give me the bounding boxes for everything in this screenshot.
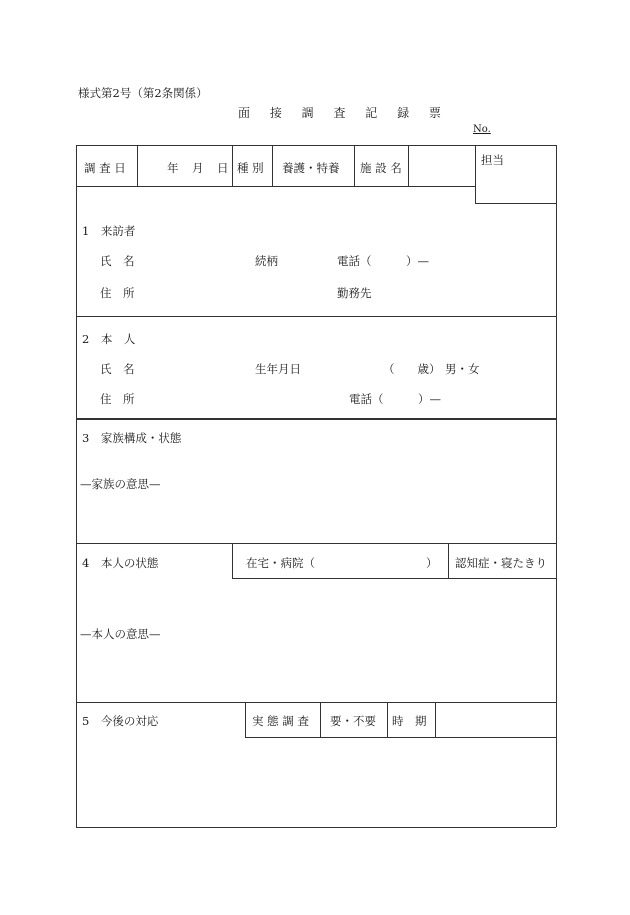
need-label: 要・不要: [330, 714, 376, 728]
frame-left: [76, 145, 77, 827]
month-label: 月: [192, 161, 204, 175]
survey-label: 実 態 調 査: [252, 714, 309, 728]
tanto-box-left: [475, 145, 476, 203]
header-divider: [232, 145, 233, 186]
visitor-relation-label: 続柄: [255, 254, 278, 268]
number-label: No.: [473, 124, 491, 135]
section-divider: [76, 418, 556, 420]
family-intent-label: —家族の意思—: [80, 477, 161, 491]
form-id: 様式第2号（第2条関係）: [78, 86, 208, 100]
tanto-label: 担当: [481, 153, 504, 167]
header-divider: [272, 145, 273, 186]
response-divider: [320, 702, 321, 737]
day-label: 日: [217, 161, 229, 175]
frame-top: [76, 145, 556, 146]
person-phone-label: 電話（ ）—: [349, 392, 441, 406]
visitor-heading: 1 来訪者: [82, 224, 136, 238]
person-heading: 2 本 人: [82, 332, 136, 346]
person-age-label: （ 歳）: [383, 362, 441, 376]
header-divider: [408, 145, 409, 186]
header-divider: [137, 145, 138, 186]
date-label: 調 査 日: [84, 161, 126, 175]
condition-divider: [448, 543, 449, 578]
frame-bottom: [76, 827, 556, 828]
tanto-box-bottom: [475, 203, 556, 204]
condition-divider: [232, 543, 233, 578]
frame-right: [556, 145, 557, 827]
response-divider: [245, 702, 246, 737]
facility-label: 施 設 名: [360, 161, 402, 175]
person-intent-label: —本人の意思—: [80, 627, 161, 641]
condition-heading: 4 本人の状態: [82, 556, 159, 570]
response-divider: [435, 702, 436, 737]
person-name-label: 氏 名: [100, 362, 135, 376]
section-divider: [76, 543, 556, 544]
section-divider: [76, 702, 556, 703]
header-divider: [354, 145, 355, 186]
section-divider: [76, 316, 556, 317]
condition-row-bottom: [232, 578, 556, 579]
timing-label: 時 期: [392, 714, 427, 728]
type-label: 種 別: [237, 161, 264, 175]
person-birth-label: 生年月日: [255, 362, 301, 376]
visitor-address-label: 住 所: [100, 286, 135, 300]
condition-dementia-label: 認知症・寝たきり: [455, 556, 547, 570]
type-options: 養護・特養: [282, 161, 340, 175]
person-sex-label: 男・女: [445, 362, 480, 376]
response-heading: 5 今後の対応: [82, 714, 159, 728]
response-row-bottom: [245, 737, 556, 738]
year-label: 年: [167, 161, 179, 175]
header-row-bottom: [76, 186, 475, 187]
visitor-name-label: 氏 名: [100, 254, 135, 268]
person-address-label: 住 所: [100, 392, 135, 406]
response-divider: [387, 702, 388, 737]
visitor-work-label: 勤務先: [337, 286, 372, 300]
family-heading: 3 家族構成・状態: [82, 431, 182, 445]
form-title: 面 接 調 査 記 録 票: [238, 106, 449, 120]
condition-location-close: ）: [426, 556, 438, 570]
condition-location-label: 在宅・病院（: [246, 556, 315, 570]
visitor-phone-label: 電話（ ）—: [337, 254, 429, 268]
